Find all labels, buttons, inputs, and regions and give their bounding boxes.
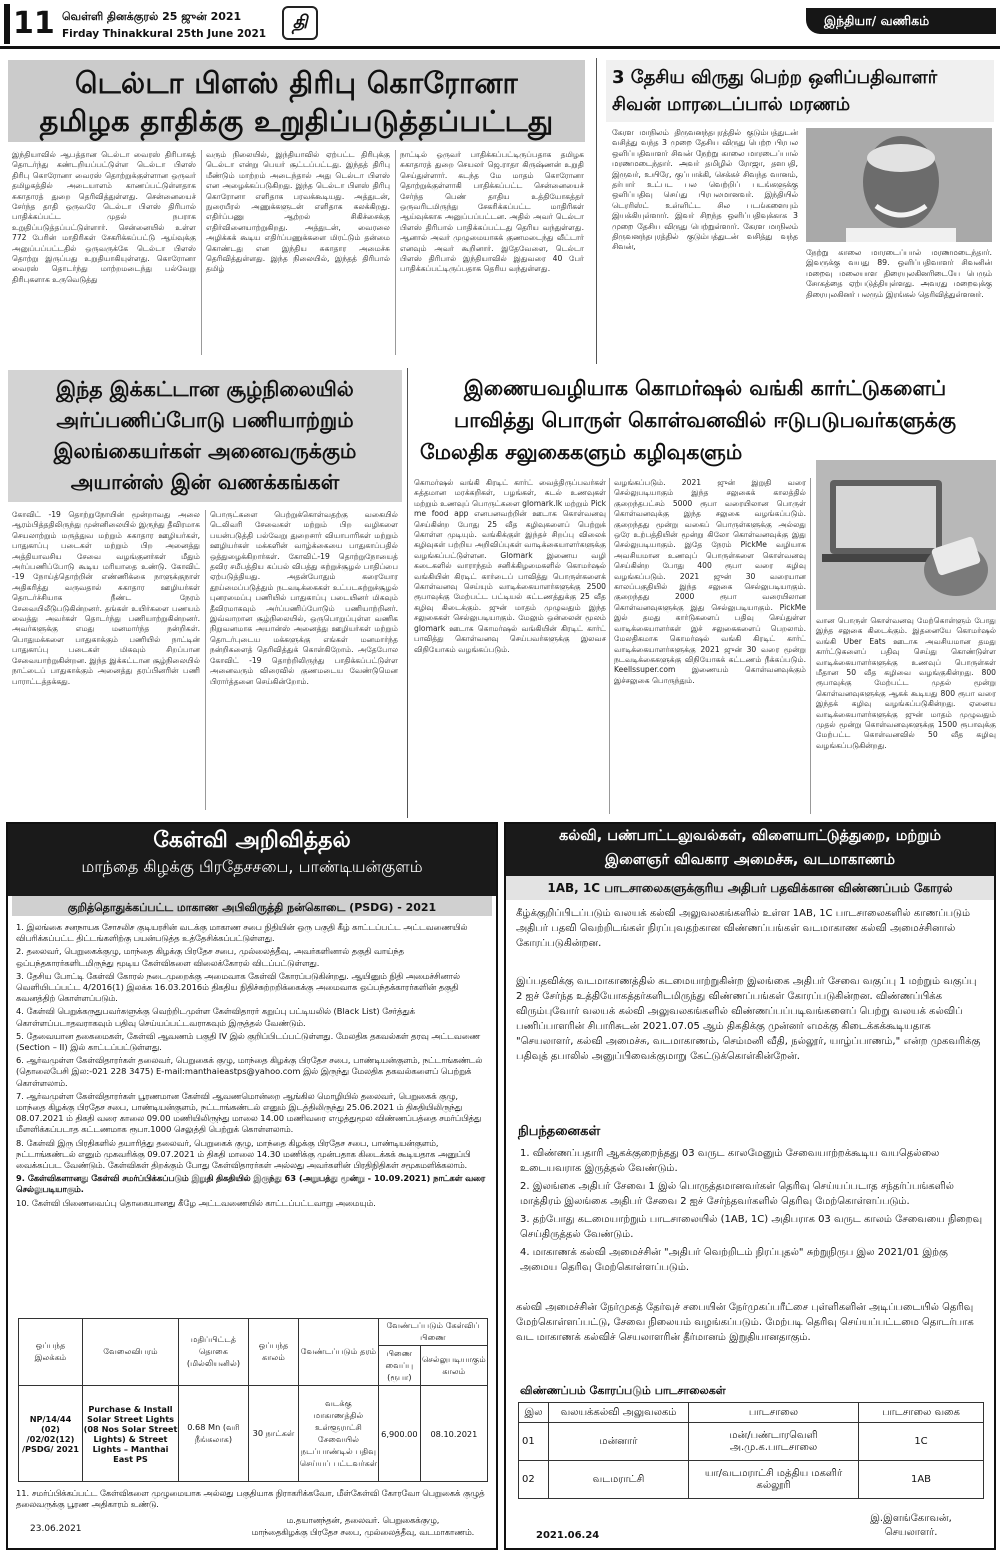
schools-cell: மன்/பண்டாரவெளி அ.மு.க.பாடசாலை <box>689 1423 859 1461</box>
tender-col-subheader: செல்லுபடியாகும் காலம் <box>420 1346 487 1386</box>
delta-headline <box>8 60 585 142</box>
sivan-photo <box>806 128 992 242</box>
schools-cell: மன்னார் <box>549 1423 689 1461</box>
tender-item: 10. கேள்வி பிணைவைப்பு தொகையானது கீழே அட்டவணையில் காட்டப்பட்டவாறு அமையும். <box>16 1197 376 1208</box>
schools-cell: 02 <box>519 1461 549 1499</box>
condition-item: 4. மாகாணக் கல்வி அமைச்சின் "அதிபர் வெற்றிடம் நிரப்புதல்" சுற்றுநிருப இல 2021/01 இற்கு அமைய தெரிவு மேற்கொள்ளப்படும். <box>520 1247 948 1273</box>
tender-title: கேள்வி அறிவித்தல் <box>153 828 351 853</box>
condition-item: 2. இலங்கை அதிபர் சேவை 1 இல் பொருத்தமானவர்கள் தெரிவு செய்யப்படாத சந்தர்ப்பங்களில் மாத்திரம் இலங்கை அதிபர் சேவை 2 ஐச் சேர்ந்தவர்களில் தெரிவு மேற்கொள்ளப்படும். <box>520 1181 954 1207</box>
schools-table-header-row <box>519 1403 984 1423</box>
tender-item: 7. ஆர்வமுள்ள கேள்விதாரர்கள் பூரணமான கேள்வி ஆவணமொன்றை ஆங்கில மொழியில் தலைவர், பெறுகைக் குழு, மாந்தை கிழக்கு பிரதேச சபை, பாண்டியன்குளம், நட்டாங்கண்டல் எனும் இடத்திலிருந்து 25.06.2021 ம் திகதியிலிருந்து 08.07.2021 ம் திகதி வரை காலை 09.00 மணியிலிருந்து மாலை 14.00 மணிவரை எழுத்துமூல விண்ணப்பத்தை சமர்ப்பித்து மீளளிக்கப்படாத கட்டணமாக ரூபா.1000 செலுத்தி பெற்றுக் கொள்ளலாம். <box>16 1090 482 1135</box>
tender-subtitle: மாந்தை கிழக்கு பிரதேசசபை, பாண்டியன்குளம் <box>81 857 423 876</box>
bank-headline-line3: மேலதிக சலுகைகளும் கழிவுகளும் <box>420 440 743 464</box>
column-rule <box>201 150 202 355</box>
schools-cell: 1AB <box>859 1461 984 1499</box>
conditions-title: நிபந்தனைகள் <box>518 1124 601 1139</box>
schools-table-title: விண்ணப்பம் கோரப்படும் பாடசாலைகள் <box>520 1384 726 1397</box>
delta-headline-line1: டெல்டா பிளஸ் திரிபு கொரோனா <box>75 66 518 100</box>
principal-notice <box>504 822 996 1550</box>
tender-item: 2. தலைவர், பெறுகைக்குழு, மாந்தை கிழக்கு பிரதேச சபை, முல்லைத்தீவு, அவர்களினால் தகுதி வாய்ந்த ஒப்பந்தகாரர்களிடமிருந்து மூடிய கேள்விகளை விலைக்கோரல் விடப்பட்டுள்ளது. <box>16 946 405 968</box>
condition-item: 1. விண்ணப்பதாரி ஆகக்குறைந்தது 03 வருட காலமேனும் சேவையாற்றக்கூடிய வயதெல்லை உடையவராக இருத்தல் வேண்டும். <box>520 1148 940 1174</box>
bank-headline <box>414 372 996 468</box>
schools-cell: வடமராட்சி <box>549 1461 689 1499</box>
schools-cell: 1C <box>859 1423 984 1461</box>
aitken-body-col2: பொருட்களை பெற்றுக்கொள்வதற்கு வகையில் டெலிவரி சேவைகள் மற்றும் பிற வழிகளை பயன்படுத்தி பல்வேறு துறைசார் வியாபாரிகள் மற்றும் ஊழியர்கள் மக்களின் வாழ்க்கையை பாதுகாப்பதில் ஒத்துழைக்கிறார்கள். கோவிட்-19 தொற்றுநோயைத் தவிர சமீபத்திய கப்பல் விபத்து சுற்றுச்சூழல் பாதிப்பை ஏற்படுத்தியது. அதன்போதும் கரையோர தூய்மைப்படுத்தும் நடவடிக்கைகள் உட்படசுற்றுச்சூழல் புனரமைப்பு பணியில் பாதுகாப்பு படையினர் மிகவும் தீவிரமாகவும் அர்ப்பணிப்போடும் பணியாற்றினர். இவ்வாறான சூழ்நிலையில், ஒருபொறுப்புள்ள வணிக நிறுவனமாக அயான்ஸ் அனைத்து ஊழியர்கள் மற்றும் தொடர்புடைய மக்களுக்கு எங்கள் மனமார்ந்த நன்றிகளைத் தெரிவித்துக் கொள்கிறோம். அதேபோல கோவிட் -19 தொற்றிலிருந்து பாதிக்கப்பட்டுள்ள அனைவரும் விரைவில் குணமடைய வேண்டுமென பிரார்த்தனை செய்கின்றோம். <box>210 510 398 686</box>
masthead <box>0 0 1000 50</box>
section-label-text: இந்தியா/ வணிகம் <box>824 13 930 28</box>
principal-para3: கல்வி அமைச்சின் நேர்முகத் தேர்வுச் சபையின் நேர்முகப்பரீட்சை புள்ளிகளின் அடிப்படையில் தெரிவு மேற்கொள்ளப்பட்டு, சேவை நிலையம் வழங்கப்படும். மேற்படி தெரிவு செய்யப்பட்டமை தொடர்பாக வட மாகாணக் கல்விச் செயலாளரின் தீர்மானம் இறுதியானதாகும். <box>516 1302 974 1343</box>
tender-item: 9. கேள்விகளானது கேள்வி சமர்ப்பிக்கப்படும் இறுதி திகதியில் இருந்து 63 (அறுபத்து மூன்று - 10.09.2021) நாட்கள் வரை செல்லுபடியாகும். <box>16 1173 486 1195</box>
masthead-divider <box>0 46 1000 49</box>
tender-col-header: வேண்டப்படும் தரம் <box>299 1319 379 1386</box>
tender-signature-line1: ம.தயானந்தன், தலைவர். பெறுகைக்குழு, <box>286 1515 440 1525</box>
tender-cell: 08.10.2021 <box>420 1386 487 1482</box>
column-rule <box>205 510 206 810</box>
schools-col-header: வலயக்கல்வி அலுவலகம் <box>549 1403 689 1423</box>
sivan-headline <box>606 60 994 122</box>
aitken-ad-headline <box>8 370 402 502</box>
tender-notice <box>6 822 498 1550</box>
column-rule <box>609 478 610 814</box>
schools-col-header: இல <box>519 1403 549 1423</box>
principal-signature-title: செயலாளர். <box>884 1527 938 1538</box>
aitken-body-col1: கோவிட் -19 தொற்றுநோயின் மூன்றாவது அலை ஆரம்பித்ததிலிருந்து முன்னிலையில் இருந்து தீவிரமாக செயலாற்றும் மருத்துவ மற்றும் சுகாதார ஊழியர்கள், பாதுகாப்பு படைகள் மற்றும் பிற அனைத்து அத்தியாவசிய சேவை வழங்குனர்கள் மீதும் அர்ப்பணிப்போடு கூடிய மரியாதை உண்டு. கோவிட் -19 நோய்த்தொற்றின் எண்ணிக்கை நாளுக்குநாள் அதிகரித்து வருவதால் சுகாதார ஊழியர்கள் தொடர்ச்சியாக நீண்ட நேரம் சேவையிலீடுபடுகின்றனர். தங்கள் உயிர்களை பணயம் வைத்து அவர்கள் தொடர்ந்து பணியாற்றுகின்றனர். அவர்களுக்கு எமது மனமார்ந்த நன்றிகள். பொதுமக்களை பாதுகாக்கும் பணியில் நாட்டின் பாதுகாப்பு படைகள் மிகவும் சிறப்பான சேவையாற்றுகின்றன. இந்த இக்கட்டான சூழ்நிலையில் நாட்டைப் பாதுகாக்கும் அனைத்து தரப்பினரின் பணி பாராட்டத்தக்கது. <box>12 510 200 686</box>
tender-strip-text: குறித்தொதுக்கப்பட்ட மாகாண அபிவிருத்தி நன்கொடை (PSDG) - 2021 <box>67 901 437 914</box>
schools-cell: 01 <box>519 1423 549 1461</box>
aitken-line4: அயான்ஸ் இன் வணக்கங்கள் <box>70 470 340 494</box>
tender-date: 23.06.2021 <box>30 1524 82 1534</box>
aitken-line1: இந்த இக்கட்டான சூழ்நிலையில் <box>56 377 354 401</box>
tender-col-subheader: பிணை வைப்பு (ரூபா) <box>379 1346 421 1386</box>
principal-signature <box>836 1512 986 1540</box>
table-row <box>19 1386 488 1482</box>
schools-col-header: பாடசாலை <box>689 1403 859 1423</box>
principal-date: 2021.06.24 <box>536 1530 600 1541</box>
sivan-body-right: நேற்று காலை மாரடைப்பால் மரணமடைந்தார். இவருக்கு வயது 89. ஒளிப்பதிவாளர் சிவனின் மறைவு மலையாள திரையுலகினரிடையே பெரும் சோகத்தை ஏற்படுத்தியுள்ளது. அவரது மறைவுக்கு திரையுலகினர் பலரும் இரங்கல் தெரிவித்துள்ளனர். <box>806 248 992 299</box>
sivan-headline-line1: 3 தேசிய விருது பெற்ற ஒளிப்பதிவாளர் <box>612 67 938 88</box>
tender-cell: Purchase & Install Solar Street Lights (08 Nos Solar Street Lights) & Street Lights – Manthai East PS <box>83 1386 179 1482</box>
logo-letter: தி <box>292 12 308 33</box>
date-english: Firday Thinakkural 25th June 2021 <box>62 28 267 40</box>
tender-col-header: ஒப்பந்த இலக்கம் <box>19 1319 83 1386</box>
principal-para1: கீழ்க்குறிப்பிடப்படும் வலயக் கல்வி அலுவலகங்களில் உள்ள 1AB, 1C பாடசாலைகளில் காணப்படும் அதிபர் பதவி வெற்றிடங்கள் நிரப்புவதற்கான விண்ணப்பங்கள் வடமாகாண கல்வி அமைச்சினால் கோரப்படுகின்றன. <box>516 908 970 949</box>
tender-col-header: ஒப்பந்த காலம் <box>249 1319 299 1386</box>
principal-signature-name: இ.இளங்கோவன், <box>870 1513 952 1524</box>
bank-body-col2: வழங்கப்படும். 2021 ஜுன் இறுதி வரை செல்லுபடியாகும் இந்த சலுகைக் காலத்தில் குறைந்தபட்சம் 5000 ரூபா வரையிலான பொருள் கொள்வனவுக்கு இந்த சலுகை வழங்கப்படும். குறைந்தது மூன்று வகைப் பொருள்களுக்கு அல்லது ஒரே உற்பத்தியின் மூன்று கிலோ கொள்வனவுக்கு இது செல்லுபடியாகும். இதே நேரம் PickMe வழியாக அவசியமான உணவுப் பொருள்களை கொள்வனவு செய்கின்ற போது 400 ரூபா வரை கழிவு வழங்கப்படும். 2021 ஜுன் 30 வரையான காலப்பகுதியில் இந்த சலுகை செல்லுபடியாகும். குறைந்தது 2000 ரூபா வரையிலான கொள்வனவுகளுக்கு இது செல்லுபடியாகும். PickMe இல் தமது கார்டுகளைப் பதிவு செய்துள்ள வாடிக்கையாளர்கள் இச் சலுகைகளைப் பெறலாம். மேலதிகமாக கொமர்ஷல் வங்கி கிரடிட் கார்ட் வாடிக்கையாளர்களுக்கு 2021 ஜுன் 30 வரை மூன்று நடவடிக்கைகளுக்கு விநியோகக் கட்டணம் நீக்கப்படும். Keellssuper.com இணையம் கொள்வனவுக்கும் இச்சலுகை பொருந்தும். <box>614 478 806 685</box>
tender-table <box>18 1318 488 1482</box>
schools-table <box>518 1402 984 1499</box>
tender-title-block <box>8 824 496 896</box>
tender-signature-line2: மாந்தைகிழக்கு பிரதேச சபை, முல்லைத்தீவு, வடமாகாணம். <box>251 1527 475 1537</box>
aitken-line3: இலங்கையர்கள் அனைவருக்கும் <box>53 439 357 463</box>
page-number: 11 <box>4 4 55 44</box>
bank-headline-line2: பாவித்து பொருள் கொள்வனவில் ஈடுபடுபவர்களுக்கு <box>453 408 957 432</box>
tender-table-header-row <box>19 1319 488 1346</box>
column-rule <box>810 478 811 814</box>
principal-title-block <box>506 824 994 876</box>
date-tamil: வெள்ளி தினக்குரல் 25 ஜுன் 2021 <box>62 10 242 23</box>
section-rule <box>407 368 408 818</box>
aitken-line2: அர்ப்பணிப்போடு பணியாற்றும் <box>56 408 354 432</box>
tender-cell: 0.68 Mn (வரி நீங்கலாக) <box>179 1386 249 1482</box>
section-rule <box>596 58 597 364</box>
principal-para2: இப்பதவிக்கு வடமாகாணத்தில் கடமையாற்றுகின்ற இலங்கை அதிபர் சேவை வகுப்பு 1 மற்றும் வகுப்பு 2 ஐச் சேர்ந்த உத்தியோகத்தர்களிடமிருந்து விண்ணப்பங்கள் கோரப்படுகின்றன. விண்ணப்பிக்க விரும்புவோர் வலயக் கல்வி அலுவலகங்களில் விண்ணப்பப்படிவங்களைப் பெற்று வலயக் கல்விப் பணிப்பாளரின் சிபாரிசுடன் 2021.07.05 ஆம் திகதிக்கு முன்னர் எமக்கு கிடைக்கக்கூடியதாக "செயலாளர், கல்வி அமைச்சு, வடமாகாணம், செம்மனி வீதி, நல்லூர், யாழ்ப்பாணம்," என்ற முகவரிக்கு பதிவுத் தபாலில் அனுப்பிவைக்குமாறு கேட்டுக்கொள்கின்றேன். <box>516 976 981 1062</box>
sivan-body: கேரள மாநிலம் திருவனந்தபுரத்தில் குடும்பத்துடன் வசித்து வந்த 3 முறை தேசிய விருது பெற்ற பிரபல ஒளிப்பதிவாளர் சிவன் நேற்று காலை மாரடைப்பால் மரணமடைந்தார். அவர் தமிழில் ரோஜா, தளபதி, இருவர், உயிரே, குப்பாக்கி, செக்கச் சிவந்த வானம், தர்பார் உட்பட பல வெற்றிப் படங்களுக்கு ஒளிப்பதிவு செய்து பிரபலமானவர். இந்தியில் டெரரிஸ்ட் உள்ளிட்ட சில படங்களையும் இயக்கியுள்ளார். இவர் சிறந்த ஒளிப்பதிவுக்காக 3 முறை தேசிய விருது பெற்றுள்ளார். கேரள மாநிலம் திருவனந்தபுரத்தில் குடும்பத்துடன் வசித்து வந்த சிவன், <box>612 128 798 252</box>
schools-col-header: பாடசாலை வகை <box>859 1403 984 1423</box>
newspaper-logo-icon <box>282 6 318 40</box>
column-rule <box>395 150 396 355</box>
tender-strip <box>12 896 492 916</box>
tender-cell: 30 நாட்கள் <box>249 1386 299 1482</box>
tender-item: 8. கேள்வி இரு பிரதிகளில் தயாரித்து தலைவர், பெறுகைக் குழு, மாந்தை கிழக்கு பிரதேச சபை, பாண்டியன்குளம், நட்டாங்கண்டல் எனும் முகவரிக்கு 09.07.2021 ம் திகதி மாலை 14.30 மணிக்கு முன்பதாக கிடைக்கக் கூடியதாக அனுப்பி வைக்கப்பட வேண்டும். கேள்விகள் திறக்கும் போது கேள்விதாரர்கள் அல்லது அவர்களின் பிரதிநிதிகள் சமூகமளிக்கலாம். <box>16 1137 471 1171</box>
delta-headline-line2: தமிழக தாதிக்கு உறுதிப்படுத்தப்பட்டது <box>39 104 554 138</box>
section-label <box>806 8 996 34</box>
bank-body-col3: வான பொருள் கொள்வனவு மேற்கொள்ளும் போது இந்த சலுகை கிடைக்கும். இதனையே கொமர்ஷல் வங்கி Uber Eats ஊடாக அவசியமான தமது கார்ட்டுகளைப் பதிவு செய்து கொண்டுள்ள வாடிக்கையாளர்களுக்கு உணவுப் பொருள்கள் மீதான 50 வீத கழிவை வழங்குகின்றது. 800 ரூபாவுக்கு மேற்பட்ட முதல் மூன்று கொள்வனவுகளுக்கு ஆகக் கூடியது 800 ரூபா வரை இந்தக் கழிவு வழங்கப்படுகின்றது. ஏனைய வாடிக்கையாளர்களுக்கு ஜுன் மாதம் முழுவதும் முதல் மூன்று கொள்வனவுகளுக்கு 1500 ரூபாவுக்கு மேற்பட்ட கொள்வனவில் 50 வீத கழிவு வழங்கப்படுகின்றது. <box>816 616 996 750</box>
tender-col-header: வேண்டப்படும் கேள்விப் பிணை <box>379 1319 488 1346</box>
principal-title-line1: கல்வி, பண்பாட்டலுவல்கள், விளையாட்டுத்துறை, மற்றும் <box>558 828 942 844</box>
delta-body-col3: நாட்டில் ஒருவர் பாதிக்கப்பட்டிருப்பதாக தமிழக சுகாதாரத் துறை செயலர் ஜெ.ராதா கிருஷ்ணன் உறுதி செய்துள்ளார். கடந்த மே மாதம் கொரோனா தொற்றுக்குள்ளாகி பாதிக்கப்பட்ட சென்னையைச் சேர்ந்த பெண் தாதிய உத்தியோகத்தர் ஒருவரிடமிருந்து சேகரிக்கப்பட்ட மாதிரிகள் ஆய்வுக்காக அனுப்பப்பட்டன. அதில் அவர் டெல்டா பிளஸ் திரிபால் பாதிக்கப்பட்டது தெரிய வந்துள்ளது. ஆனால் அவர் முழுமையாகக் குணமடைந்து வீட்டார் எனவும் அவர் கூறினார். இதேவேளை, டெல்டா பிளஸ் திரிபால் இந்தியாவில் இதுவரை 40 பேர் பாதிக்கப்பட்டிருப்பதாக தெரிய வந்துள்ளது. <box>400 150 584 274</box>
table-row <box>519 1461 984 1499</box>
delta-body-col2: வரும் நிலையில், இந்தியாவில் ஏற்பட்ட திரிபுக்கு டெல்டா என்று பெயர் சூட்டப்பட்டது. இந்தத் திரிபு மீண்டும் மாற்றம் அடைந்தால் அது டெல்டா பிளஸ் என அழைக்கப்படுகிறது. இந்த டெல்டா பிளஸ் திரிபு கொரோனா எளிதாக பரவக்கூடியது. அத்துடன், நுரையீரல் அணுக்களுடன் எளிதாக கலக்கிறது. எதிர்ப்பணு ஆற்றல் சிகிச்சைக்கு எதிர்வினையாற்றுகிறது. அத்துடன், வைரலை அழிக்கக் கூடிய எதிர்ப்பணுக்களை மிரட்டும் தன்மை கொண்டது என இந்திய சுகாதார அமைச்சு தெரிவித்துள்ளது. இந்த நிலையில், இந்தத் திரிபால் தமிழ் <box>206 150 390 274</box>
tender-item: 1. இலங்கை சனநாயக சோசலிச குடியரசின் வடக்கு மாகாண சபை நிதியின் ஒரு பகுதி கீழ் காட்டப்பட்ட அட்டவணையில் விபரிக்கப்பட்ட திட்டங்களிற்கு பயன்படுத்த உத்தேசிக்கப்பட்டுள்ளது. <box>16 922 468 944</box>
bank-headline-line1: இணையவழியாக கொமர்ஷல் வங்கி கார்ட்டுகளைப் <box>463 376 947 400</box>
tender-item: 5. தேவையான தகைமைகள், கேள்வி ஆவணம் பகுதி IV இல் குறிப்பிடப்பட்டுள்ளது. மேலதிக தகவல்கள் தரவு அட்டவணை (Section – II) இல் காட்டப்பட்டுள்ளது. <box>16 1030 481 1053</box>
tender-footnote: 11. சமர்ப்பிக்கப்பட்ட கேள்விகளை முழுமையாக அல்லது பகுதியாக நிராகரிக்கவோ, மீள்கேள்வி கோரவோ பெறுகைக் குழுத் தலைவருக்கு பூரண அதிகாரம் உண்டு. <box>16 1488 485 1509</box>
delta-body-col1: இந்தியாவில் ஆபத்தான டெல்டா வைரஸ் திரிபாகத் தொடர்ந்து கண்டறியப்பட்டுள்ள டெல்டா பிளஸ் திரிபு கொரோனா வைரஸ் தொற்றுக்குள்ளான ஒருவர் தமிழகத்தில் அடையாளம் காணப்பட்டுள்ளதாக சுகாதாரத் துறை தெரிவித்துள்ளது. சென்னையைச் சேர்ந்த தாதி ஒருவரே டெல்டா பிளஸ் திரிபால் பாதிக்கப்பட்ட முதல் நபராக உறுதிப்படுத்தப்பட்டுள்ளார். சென்னையில் உள்ள 772 பேரின் மாதிரிகள் சேகரிக்கப்பட்டு ஆய்வுக்கு அனுப்பப்பட்டதில் ஒருவருக்கே டெல்டா பிளஸ் தொற்று இருப்பது உறுதியாகியுள்ளது. கொரோனா வைரஸ் தொடர்ந்து மாற்றமடைந்து பல்வேறு திரிபுகளாக உருவெடுத்து <box>12 150 196 284</box>
tender-signature <box>238 1514 488 1538</box>
tender-col-header: வேலைவிபரம் <box>83 1319 179 1386</box>
principal-strip <box>506 876 994 900</box>
tender-item: 4. கேள்வி பெறுக்கருதுபவர்களுக்கு வெற்றிடமுள்ள கேள்விதாரர் கறுப்பு பட்டியலில் (Black List) சேர்த்துக் கொள்ளப்படாதவராகவும் பதிவு செய்யப்பட்டவராகவும் இருத்தல் வேண்டும். <box>16 1006 415 1028</box>
conditions-list <box>520 1146 984 1278</box>
principal-title-line2: இளைஞர் விவகார அமைச்சு, வடமாகாணம் <box>604 852 896 868</box>
laptop-card-icon <box>816 460 996 610</box>
condition-item: 3. தற்போது கடமையாற்றும் பாடசாலையில் (1AB, 1C) அதிபராக 03 வருட காலம் சேவையை நிறைவு செய்திருத்தல் வேண்டும். <box>520 1214 983 1240</box>
tender-item: 6. ஆர்வமுள்ள கேள்விதாரர்கள் தலைவர், பெறுகைக் குழு, மாந்தை கிழக்கு பிரதேச சபை, பாண்டியன்குளம், நட்டாங்கண்டல் (தொலைபேசி இல:-021 228 3475) E-mail:manthaieastps@yahoo.com இல் இருந்து மேலதிக தகவல்களைப் பெற்றுக் கொள்ளலாம். <box>16 1055 483 1088</box>
sivan-headline-line2: சிவன் மாரடைப்பால் மரணம் <box>612 94 851 115</box>
tender-cell: 6,900.00 <box>379 1386 421 1482</box>
tender-cell: NP/14/44 (02) /02/02(12) /PSDG/ 2021 <box>19 1386 83 1482</box>
schools-cell: யா/வடமராட்சி மத்திய மகளிர் கல்லூரி <box>689 1461 859 1499</box>
tender-item: 3. தேசிய போட்டி கேள்வி கோரல் நடைமுறைக்கு அமைவாக கேள்வி கோரப்படுகின்றது. ஆயினும் நிதி அமைச்சினால் வெளியிடப்பட்ட 4/2016(1) இலக்க 16.03.2016ம் திகதிய நிதிச்சுற்றறிக்கைக்கு அமைவாக ஒப்பந்தக்காரர்களின் தகுதி கவனத்திற் கொள்ளப்படும். <box>16 970 460 1004</box>
principal-strip-text: 1AB, 1C பாடசாலைகளுக்குரிய அதிபர் பதவிக்கான விண்ணப்பம் கோரல் <box>547 881 953 895</box>
tender-col-header: மதிப்பிட்டத் தொகை (மில்லியனில்) <box>179 1319 249 1386</box>
bank-body-col1: கொமர்ஷல் வங்கி கிரடிட் கார்ட் வைத்திருப்பவர்கள் சுத்தமான மரக்கறிகள், பழங்கள், கடல் உணவுகள் மற்றும் உணவுப் பொருட்களை glomark.lk மற்றும் Pick me food app எனபனவற்றின் ஊடாக கொள்வனவு செய்கின்ற போது 25 வீத கழிவுகளைப் பெற்றுக் கொள்ள முடியும். வங்கிக்குள் இந்தச் சிறப்பு விலைக் கழிவுகள் பற்றிய அறிவிப்புகள் வாடிக்கையாளர்களுக்கு வழங்கப்பட்டுள்ளன. Glomark இணைய வழி கடைகளில் வாராந்தம் சனிக்கிழமைகளில் கொமர்ஷல் வங்கியின் கிரடிட் கார்டைப் பாவித்து பொருள்களைக் கொள்வனவு செய்யும் வாடிக்கையாளர்களுக்கு 2500 ரூபாவுக்கு மேற்பட்ட பட்டியல் கட்டணத்துக்கு 25 வீத கழிவு கிடைக்கும். ஜுன் மாதம் முழுவதும் இந்த சலுகைகள் செல்லுபடியாகும். மேலும் ஒன்லைன் மூலம் glomark ஊடாக கொமர்ஷல் வங்கியின் கிரடிட் கார்ட் பாவித்து கொள்வனவு செய்பவர்களுக்கு இலவச விநியோகம் வழங்கப்படும். <box>414 478 606 654</box>
portrait-icon <box>806 128 992 242</box>
bank-photo <box>816 460 996 610</box>
tender-items <box>16 922 490 1312</box>
tender-cell: வடக்கு மாகாணத்தில் உள்ளூராட்சி சேவையில் நடப்பாண்டில் பதிவு செய்யப் பட்டவர்கள் <box>299 1386 379 1482</box>
table-row <box>519 1423 984 1461</box>
